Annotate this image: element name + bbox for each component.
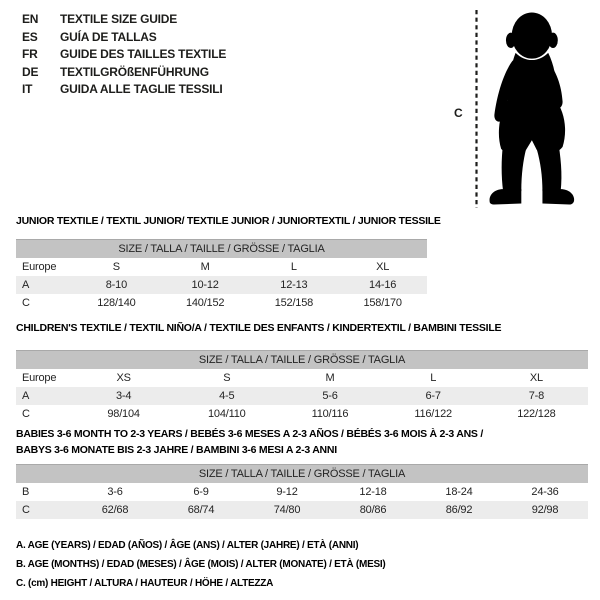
cell: 104/110 bbox=[208, 408, 246, 420]
cell: XL bbox=[529, 372, 543, 384]
table-header-row bbox=[16, 351, 588, 370]
babies-table-title bbox=[16, 426, 483, 458]
footnote-c: C. (cm) HEIGHT / ALTURA / HAUTEUR / HÖHE / ALTEZZA bbox=[16, 578, 274, 589]
lang-title: TEXTILE SIZE GUIDE bbox=[60, 12, 178, 26]
size-table-junior bbox=[16, 239, 427, 312]
cell: 3-6 bbox=[107, 486, 123, 498]
cell: 98/104 bbox=[107, 408, 140, 420]
babies-title-line1: BABIES 3-6 MONTH TO 2-3 YEARS / BEBÉS 3-6 MESES A 2-3 AÑOS / BÉBÉS 3-6 MOIS À 2-3 ANS / bbox=[16, 428, 484, 440]
table-row bbox=[16, 501, 588, 519]
cell: L bbox=[290, 261, 297, 273]
cell: 86/92 bbox=[445, 504, 473, 516]
table-row bbox=[16, 276, 427, 294]
toddler-silhouette-icon bbox=[481, 9, 577, 209]
footnotes bbox=[16, 536, 386, 593]
cell: 14-16 bbox=[369, 279, 397, 291]
table-header: SIZE / TALLA / TAILLE / GRÖSSE / TAGLIA bbox=[16, 240, 427, 259]
table-row bbox=[16, 405, 588, 423]
cell: 110/116 bbox=[311, 408, 349, 420]
size-table-children bbox=[16, 350, 588, 423]
cell: 12-18 bbox=[359, 486, 387, 498]
lang-title: GUIDA ALLE TAGLIE TESSILI bbox=[60, 82, 223, 96]
lang-code: DE bbox=[22, 64, 39, 79]
cell: XL bbox=[376, 261, 390, 273]
language-list bbox=[22, 11, 226, 99]
lang-code: FR bbox=[22, 47, 38, 61]
size-table-babies bbox=[16, 464, 588, 519]
cell: M bbox=[200, 261, 210, 273]
cell: XS bbox=[116, 372, 131, 384]
footnote-b: B. AGE (MONTHS) / EDAD (MESES) / ÂGE (MOIS) / ALTER (MONATE) / ETÀ (MESI) bbox=[16, 559, 386, 570]
children-table-title: CHILDREN'S TEXTILE / TEXTIL NIÑO/A / TEXTILE DES ENFANTS / KINDERTEXTIL / BAMBINI TESSILE bbox=[16, 322, 502, 334]
cell: 12-13 bbox=[280, 279, 308, 291]
row-label: Europe bbox=[22, 372, 57, 384]
babies-title-line2: BABYS 3-6 MONATE BIS 2-3 JAHRE / BAMBINI 3-6 MESI A 2-3 ANNI bbox=[16, 444, 337, 456]
row-label: C bbox=[22, 408, 30, 420]
cell: 116/122 bbox=[414, 408, 452, 420]
lang-row-fr bbox=[22, 46, 226, 64]
cell: 7-8 bbox=[528, 390, 545, 402]
lang-code: EN bbox=[22, 12, 39, 26]
lang-row-de bbox=[22, 64, 226, 82]
lang-code: IT bbox=[22, 82, 33, 96]
cell: 9-12 bbox=[276, 486, 298, 498]
cell: 140/152 bbox=[185, 297, 225, 309]
lang-title: GUIDE DES TAILLES TEXTILE bbox=[60, 47, 227, 61]
cell: 6-7 bbox=[425, 390, 441, 402]
lang-row-es bbox=[22, 29, 226, 47]
cell: 6-9 bbox=[193, 486, 209, 498]
table-header-row bbox=[16, 465, 588, 484]
cell: 3-4 bbox=[115, 390, 132, 402]
cell: S bbox=[223, 372, 231, 384]
lang-title: TEXTILGRÖßENFÜHRUNG bbox=[60, 64, 209, 79]
row-label: Europe bbox=[22, 261, 57, 273]
table-header: SIZE / TALLA / TAILLE / GRÖSSE / TAGLIA bbox=[16, 351, 588, 370]
cell: 80/86 bbox=[359, 504, 387, 516]
cell: 158/170 bbox=[363, 297, 402, 309]
cell: 24-36 bbox=[531, 486, 559, 498]
cell: 18-24 bbox=[445, 486, 473, 498]
table-header-row bbox=[16, 240, 427, 259]
dashed-height-line bbox=[474, 10, 479, 208]
table-header: SIZE / TALLA / TAILLE / GRÖSSE / TAGLIA bbox=[16, 465, 588, 484]
size-figure bbox=[448, 8, 590, 212]
junior-table-title: JUNIOR TEXTILE / TEXTIL JUNIOR/ TEXTILE JUNIOR / JUNIORTEXTIL / JUNIOR TESSILE bbox=[16, 215, 441, 227]
table-row bbox=[16, 387, 588, 405]
cell: 62/68 bbox=[101, 504, 129, 516]
row-label: A bbox=[22, 279, 30, 291]
cell: 4-5 bbox=[219, 390, 235, 402]
cell: S bbox=[112, 261, 120, 273]
row-label: C bbox=[22, 504, 30, 516]
table-row bbox=[16, 294, 427, 312]
cell: 8-10 bbox=[105, 279, 127, 291]
lang-title: GUÍA DE TALLAS bbox=[60, 29, 157, 44]
lang-row-it bbox=[22, 81, 226, 99]
footnote-a: A. AGE (YEARS) / EDAD (AÑOS) / ÂGE (ANS) / ALTER (JAHRE) / ETÀ (ANNI) bbox=[16, 540, 359, 551]
cell: L bbox=[430, 372, 437, 384]
lang-row-en bbox=[22, 11, 226, 29]
cell: 74/80 bbox=[273, 504, 301, 516]
lang-code: ES bbox=[22, 29, 38, 44]
cell: 10-12 bbox=[191, 279, 219, 291]
cell: 122/128 bbox=[517, 408, 556, 420]
row-label: A bbox=[22, 390, 30, 402]
cell: 152/158 bbox=[274, 297, 314, 309]
cell: 92/98 bbox=[531, 504, 559, 516]
cell: 5-6 bbox=[322, 390, 338, 402]
table-row bbox=[16, 369, 588, 387]
row-label: C bbox=[22, 297, 30, 309]
cell: M bbox=[325, 372, 335, 384]
height-measure-label: C bbox=[454, 106, 463, 120]
cell: 68/74 bbox=[187, 504, 215, 516]
row-label: B bbox=[22, 486, 30, 498]
cell: 128/140 bbox=[97, 297, 136, 309]
table-row bbox=[16, 483, 588, 501]
table-row bbox=[16, 258, 427, 276]
